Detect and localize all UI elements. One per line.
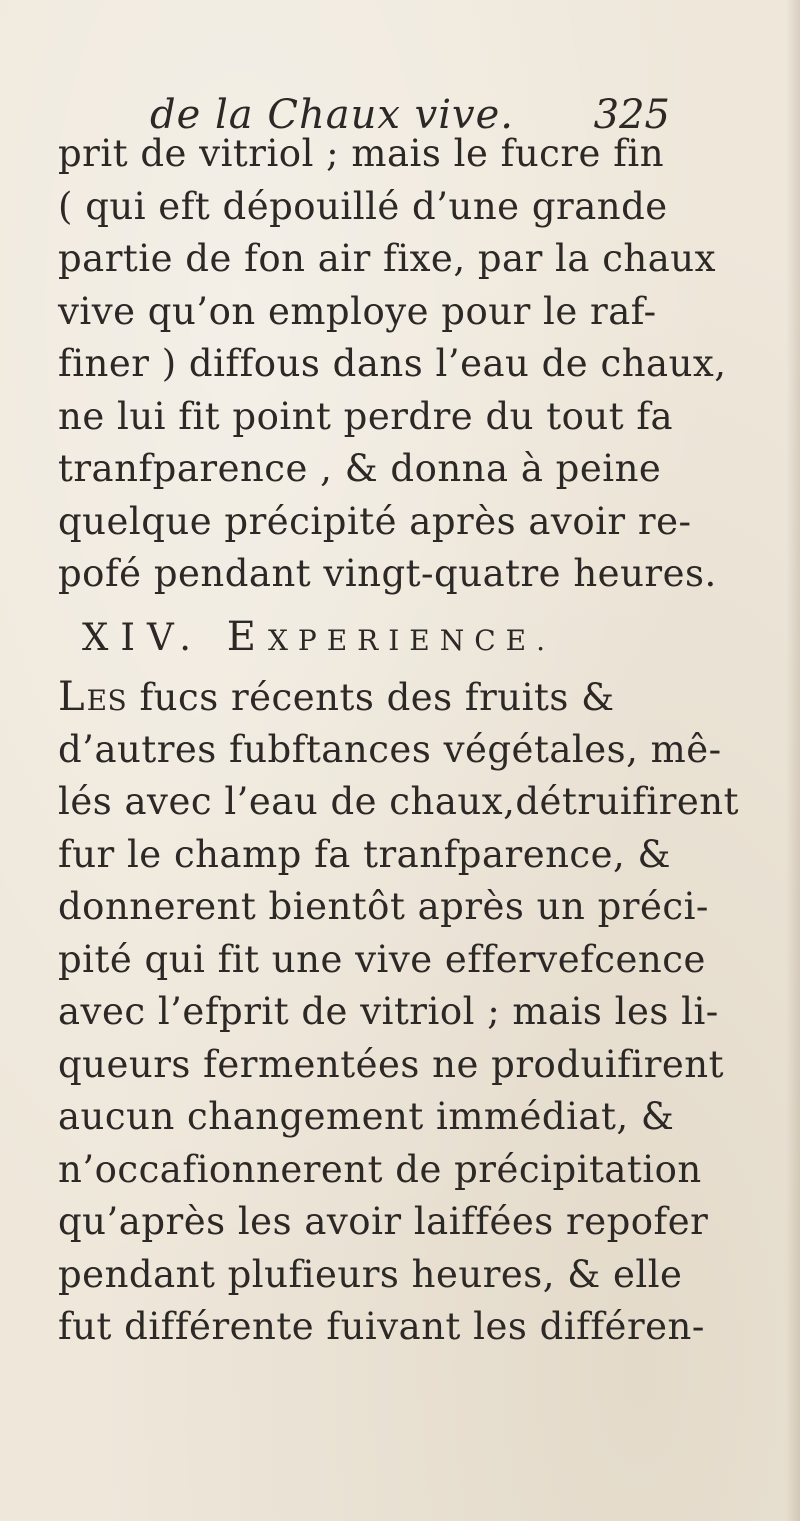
running-title: de la Chaux vive.	[150, 92, 514, 138]
text-line: vive qu’on employe pour le raf-	[58, 289, 657, 333]
body-text	[58, 128, 748, 1354]
text-line: qu’après les avoir laiffées repofer	[58, 1200, 709, 1243]
section-heading	[58, 611, 748, 664]
text-line: aucun changement immédiat, &	[58, 1095, 675, 1138]
text-line: prit de vitriol ; mais le fucre fin	[58, 132, 665, 175]
section-title-rest: XPERIENCE.	[267, 623, 556, 657]
text-line: n’occafionnerent de précipitation	[58, 1147, 702, 1191]
text-line: lés avec l’eau de chaux,détruifirent	[58, 780, 739, 823]
text-line: queurs fermentées ne produifirent	[58, 1042, 724, 1086]
text-line: ( qui eft dépouillé d’une grande	[58, 184, 668, 228]
text-line: avec l’efprit de vitriol ; mais les li-	[58, 990, 719, 1033]
paragraph-2	[58, 671, 748, 1354]
text-line: pofé pendant vingt-quatre heures.	[58, 552, 717, 595]
paragraph-opening-line	[58, 671, 748, 724]
text-line: tranfparence , & donna à peine	[58, 447, 662, 490]
text-line: d’autres fubftances végétales, mê-	[58, 727, 722, 771]
text-line: partie de fon air fixe, par la chaux	[58, 237, 717, 280]
section-title-initial: E	[226, 613, 268, 660]
page-number: 325	[593, 92, 670, 138]
section-numeral: XIV.	[82, 615, 203, 659]
text-line: finer ) diffous dans l’eau de chaux,	[58, 342, 727, 385]
text-line: quelque précipité après avoir re-	[58, 499, 692, 543]
page-edge-shadow	[786, 0, 800, 1521]
text-line: pendant plufieurs heures, & elle	[58, 1252, 683, 1296]
paragraph-initial: L	[58, 674, 87, 720]
paragraph-opening-rest: fucs récents des fruits &	[127, 676, 615, 719]
text-line: donnerent bientôt après un préci-	[58, 885, 709, 928]
text-line: pité qui fit une vive effervefcence	[58, 937, 706, 981]
paragraph-initial-smallcaps: ES	[86, 684, 128, 717]
text-line: ne lui fit point perdre du tout fa	[58, 394, 674, 438]
text-line: fur le champ fa tranfparence, &	[58, 832, 671, 876]
text-line: fut différente fuivant les différen-	[58, 1305, 705, 1348]
paragraph-1	[58, 128, 748, 601]
